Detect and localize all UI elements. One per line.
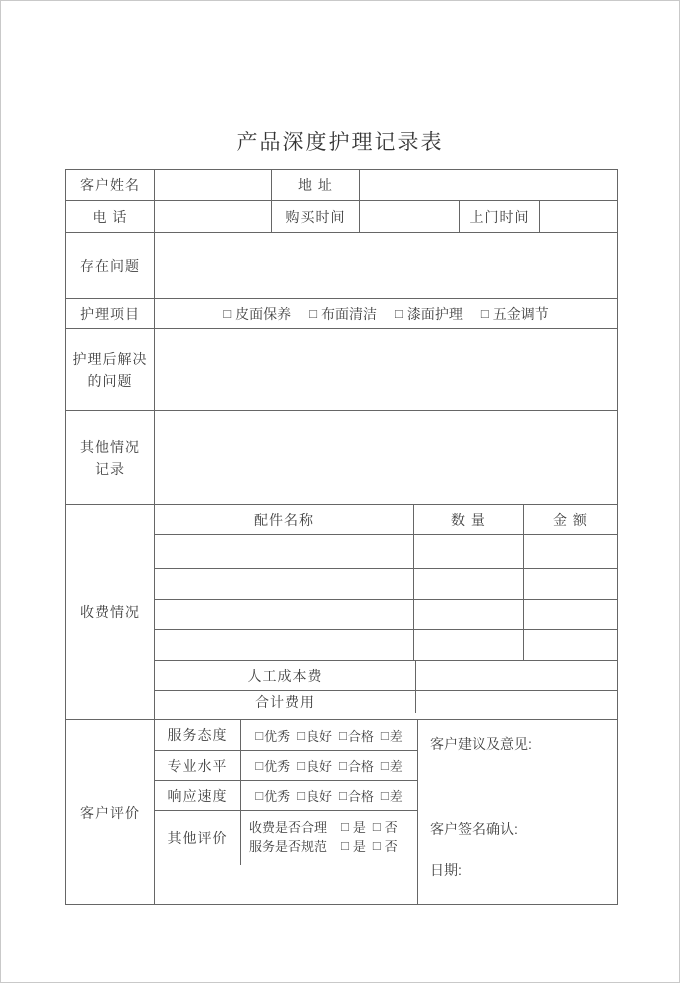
checkbox-icon[interactable]: □ <box>255 758 264 773</box>
checkbox-option-excellent[interactable] <box>255 726 290 745</box>
checkbox-option-fabric-clean[interactable] <box>309 304 377 324</box>
rating-row-professional-level <box>155 750 417 780</box>
checkbox-label: 否 <box>384 839 398 854</box>
address-field[interactable] <box>359 170 617 200</box>
checkbox-option-good[interactable] <box>297 726 332 745</box>
checkbox-label: 布面清洁 <box>321 305 377 322</box>
other-evaluation-questions <box>240 811 417 865</box>
response-speed-options <box>240 781 417 810</box>
fees-row-2 <box>155 568 617 599</box>
fee-part-name-field[interactable] <box>155 600 413 629</box>
purchase-time-field[interactable] <box>359 201 459 232</box>
checkbox-option-poor[interactable] <box>381 756 403 775</box>
fee-qty-field[interactable] <box>413 600 523 629</box>
checkbox-option-pass[interactable] <box>339 756 374 775</box>
fees-col-part-name: 配件名称 <box>254 511 314 528</box>
row-customer-address <box>66 170 617 200</box>
checkbox-option-pass[interactable] <box>339 786 374 805</box>
checkbox-icon[interactable]: □ <box>297 727 305 743</box>
page-title: 产品深度护理记录表 <box>236 131 444 154</box>
professional-level-options <box>240 751 417 780</box>
visit-time-field[interactable] <box>539 201 617 232</box>
checkbox-icon[interactable]: □ <box>480 306 489 321</box>
total-cost-label: 合计费用 <box>255 694 315 710</box>
checkbox-icon[interactable]: □ <box>223 306 232 321</box>
checkbox-option-yes[interactable] <box>341 817 366 836</box>
checkbox-icon[interactable]: □ <box>372 819 381 834</box>
existing-problems-field[interactable] <box>154 233 617 298</box>
yes-no-options <box>341 836 398 855</box>
checkbox-option-good[interactable] <box>297 786 332 805</box>
checkbox-icon[interactable]: □ <box>255 788 264 803</box>
checkbox-label: 是 <box>352 820 366 835</box>
professional-level-label: 专业水平 <box>167 757 228 774</box>
fee-part-name-field[interactable] <box>155 569 413 599</box>
customer-name-field[interactable] <box>154 170 271 200</box>
fees-row-1 <box>155 534 617 568</box>
checkbox-icon[interactable]: □ <box>380 758 389 773</box>
checkbox-option-excellent[interactable] <box>255 756 290 775</box>
visit-time-label: 上门时间 <box>459 201 539 232</box>
customer-signature-label: 客户签名确认: <box>430 821 518 837</box>
checkbox-option-hardware-adjust[interactable] <box>481 304 549 324</box>
service-attitude-label: 服务态度 <box>167 727 228 743</box>
checkbox-icon[interactable]: □ <box>380 727 389 743</box>
fees-total-row <box>155 690 617 713</box>
checkbox-label: 良好 <box>305 789 332 804</box>
checkbox-option-leather-care[interactable] <box>223 304 291 324</box>
checkbox-icon[interactable]: □ <box>339 727 347 743</box>
checkbox-option-pass[interactable] <box>339 726 374 745</box>
service-attitude-options <box>240 720 417 750</box>
question-label: 服务是否规范 <box>249 839 328 854</box>
fee-amount-field[interactable] <box>523 569 617 599</box>
fee-qty-field[interactable] <box>413 569 523 599</box>
checkbox-label: 五金调节 <box>492 305 549 322</box>
fees-table <box>154 505 617 719</box>
customer-suggestion-label: 客户建议及意见: <box>430 736 532 752</box>
question-service-standard <box>249 836 398 855</box>
checkbox-icon[interactable]: □ <box>395 306 403 321</box>
checkbox-icon[interactable]: □ <box>297 758 305 773</box>
fee-qty-field[interactable] <box>413 535 523 568</box>
fees-labor-row <box>155 660 617 690</box>
checkbox-label: 差 <box>389 759 403 774</box>
row-other-records <box>66 410 617 504</box>
checkbox-label: 优秀 <box>264 759 291 774</box>
checkbox-option-poor[interactable] <box>381 726 403 745</box>
checkbox-option-no[interactable] <box>373 836 398 855</box>
care-record-form <box>65 169 618 905</box>
fees-col-amount: 金 额 <box>523 505 617 534</box>
date-label: 日期: <box>430 862 462 878</box>
response-speed-label: 响应速度 <box>167 787 228 804</box>
rating-row-response-speed <box>155 780 417 810</box>
fee-part-name-field[interactable] <box>155 630 413 660</box>
evaluation-label: 客户评价 <box>80 804 140 821</box>
care-items-options <box>154 299 617 328</box>
checkbox-icon[interactable]: □ <box>380 788 389 803</box>
total-cost-field[interactable] <box>415 691 617 713</box>
existing-problems-label: 存在问题 <box>80 257 140 274</box>
solved-problems-field[interactable] <box>154 329 617 410</box>
checkbox-option-excellent[interactable] <box>255 786 290 805</box>
section-evaluation <box>66 719 617 905</box>
row-existing-problems <box>66 232 617 298</box>
question-fee-reasonable <box>249 817 398 836</box>
checkbox-option-good[interactable] <box>297 756 332 775</box>
solved-problems-label-line2: 的问题 <box>87 372 133 389</box>
checkbox-label: 良好 <box>305 759 332 774</box>
checkbox-label: 良好 <box>305 728 332 744</box>
address-label: 地 址 <box>271 170 359 200</box>
checkbox-icon[interactable]: □ <box>297 788 305 803</box>
care-items-label: 护理项目 <box>80 305 140 322</box>
checkbox-label: 漆面护理 <box>406 305 463 322</box>
fee-amount-field[interactable] <box>523 600 617 629</box>
checkbox-option-poor[interactable] <box>381 786 403 805</box>
row-phone-times <box>66 200 617 232</box>
checkbox-label: 合格 <box>347 759 374 774</box>
fee-amount-field[interactable] <box>523 535 617 568</box>
checkbox-icon[interactable]: □ <box>309 306 317 321</box>
other-records-label-line2: 记录 <box>95 460 125 477</box>
phone-field[interactable] <box>154 201 271 232</box>
fees-row-3 <box>155 599 617 629</box>
labor-cost-label: 人工成本费 <box>247 667 323 684</box>
checkbox-icon[interactable]: □ <box>255 727 264 743</box>
fee-qty-field[interactable] <box>413 630 523 660</box>
checkbox-label: 是 <box>352 839 366 854</box>
checkbox-icon[interactable]: □ <box>339 788 347 803</box>
checkbox-label: 差 <box>389 728 403 744</box>
rating-row-service-attitude <box>155 720 417 750</box>
checkbox-label: 合格 <box>347 789 374 804</box>
question-label: 收费是否合理 <box>249 820 328 835</box>
other-records-field[interactable] <box>154 411 617 504</box>
customer-remarks-cell[interactable] <box>417 720 617 905</box>
fees-row-4 <box>155 629 617 660</box>
yes-no-options <box>341 817 398 836</box>
section-fees <box>66 504 617 719</box>
checkbox-label: 优秀 <box>264 728 291 744</box>
solved-problems-label-line1: 护理后解决 <box>72 350 148 367</box>
row-care-items <box>66 298 617 328</box>
checkbox-label: 合格 <box>347 728 374 744</box>
customer-name-label: 客户姓名 <box>80 177 140 193</box>
fee-amount-field[interactable] <box>523 630 617 660</box>
checkbox-option-paint-care[interactable] <box>395 304 463 324</box>
checkbox-option-yes[interactable] <box>341 836 366 855</box>
checkbox-icon[interactable]: □ <box>341 838 349 853</box>
checkbox-icon[interactable]: □ <box>339 758 347 773</box>
fee-part-name-field[interactable] <box>155 535 413 568</box>
checkbox-label: 否 <box>384 820 398 835</box>
purchase-time-label: 购买时间 <box>271 201 359 232</box>
fees-label: 收费情况 <box>80 604 140 620</box>
labor-cost-field[interactable] <box>415 661 617 690</box>
phone-label: 电 话 <box>92 208 128 225</box>
evaluation-ratings <box>154 720 417 905</box>
checkbox-label: 皮面保养 <box>235 305 292 322</box>
checkbox-label: 差 <box>389 789 403 804</box>
checkbox-icon[interactable]: □ <box>372 838 381 853</box>
row-solved-problems <box>66 328 617 410</box>
solved-problems-label <box>66 329 154 410</box>
fees-header-row <box>155 505 617 534</box>
fees-col-qty: 数 量 <box>413 505 523 534</box>
rating-row-other-evaluation <box>155 810 417 865</box>
other-records-label-line1: 其他情况 <box>80 438 140 455</box>
checkbox-option-no[interactable] <box>373 817 398 836</box>
checkbox-label: 优秀 <box>264 789 291 804</box>
other-records-label <box>66 411 154 504</box>
other-evaluation-label: 其他评价 <box>167 830 228 846</box>
checkbox-icon[interactable]: □ <box>341 819 349 834</box>
